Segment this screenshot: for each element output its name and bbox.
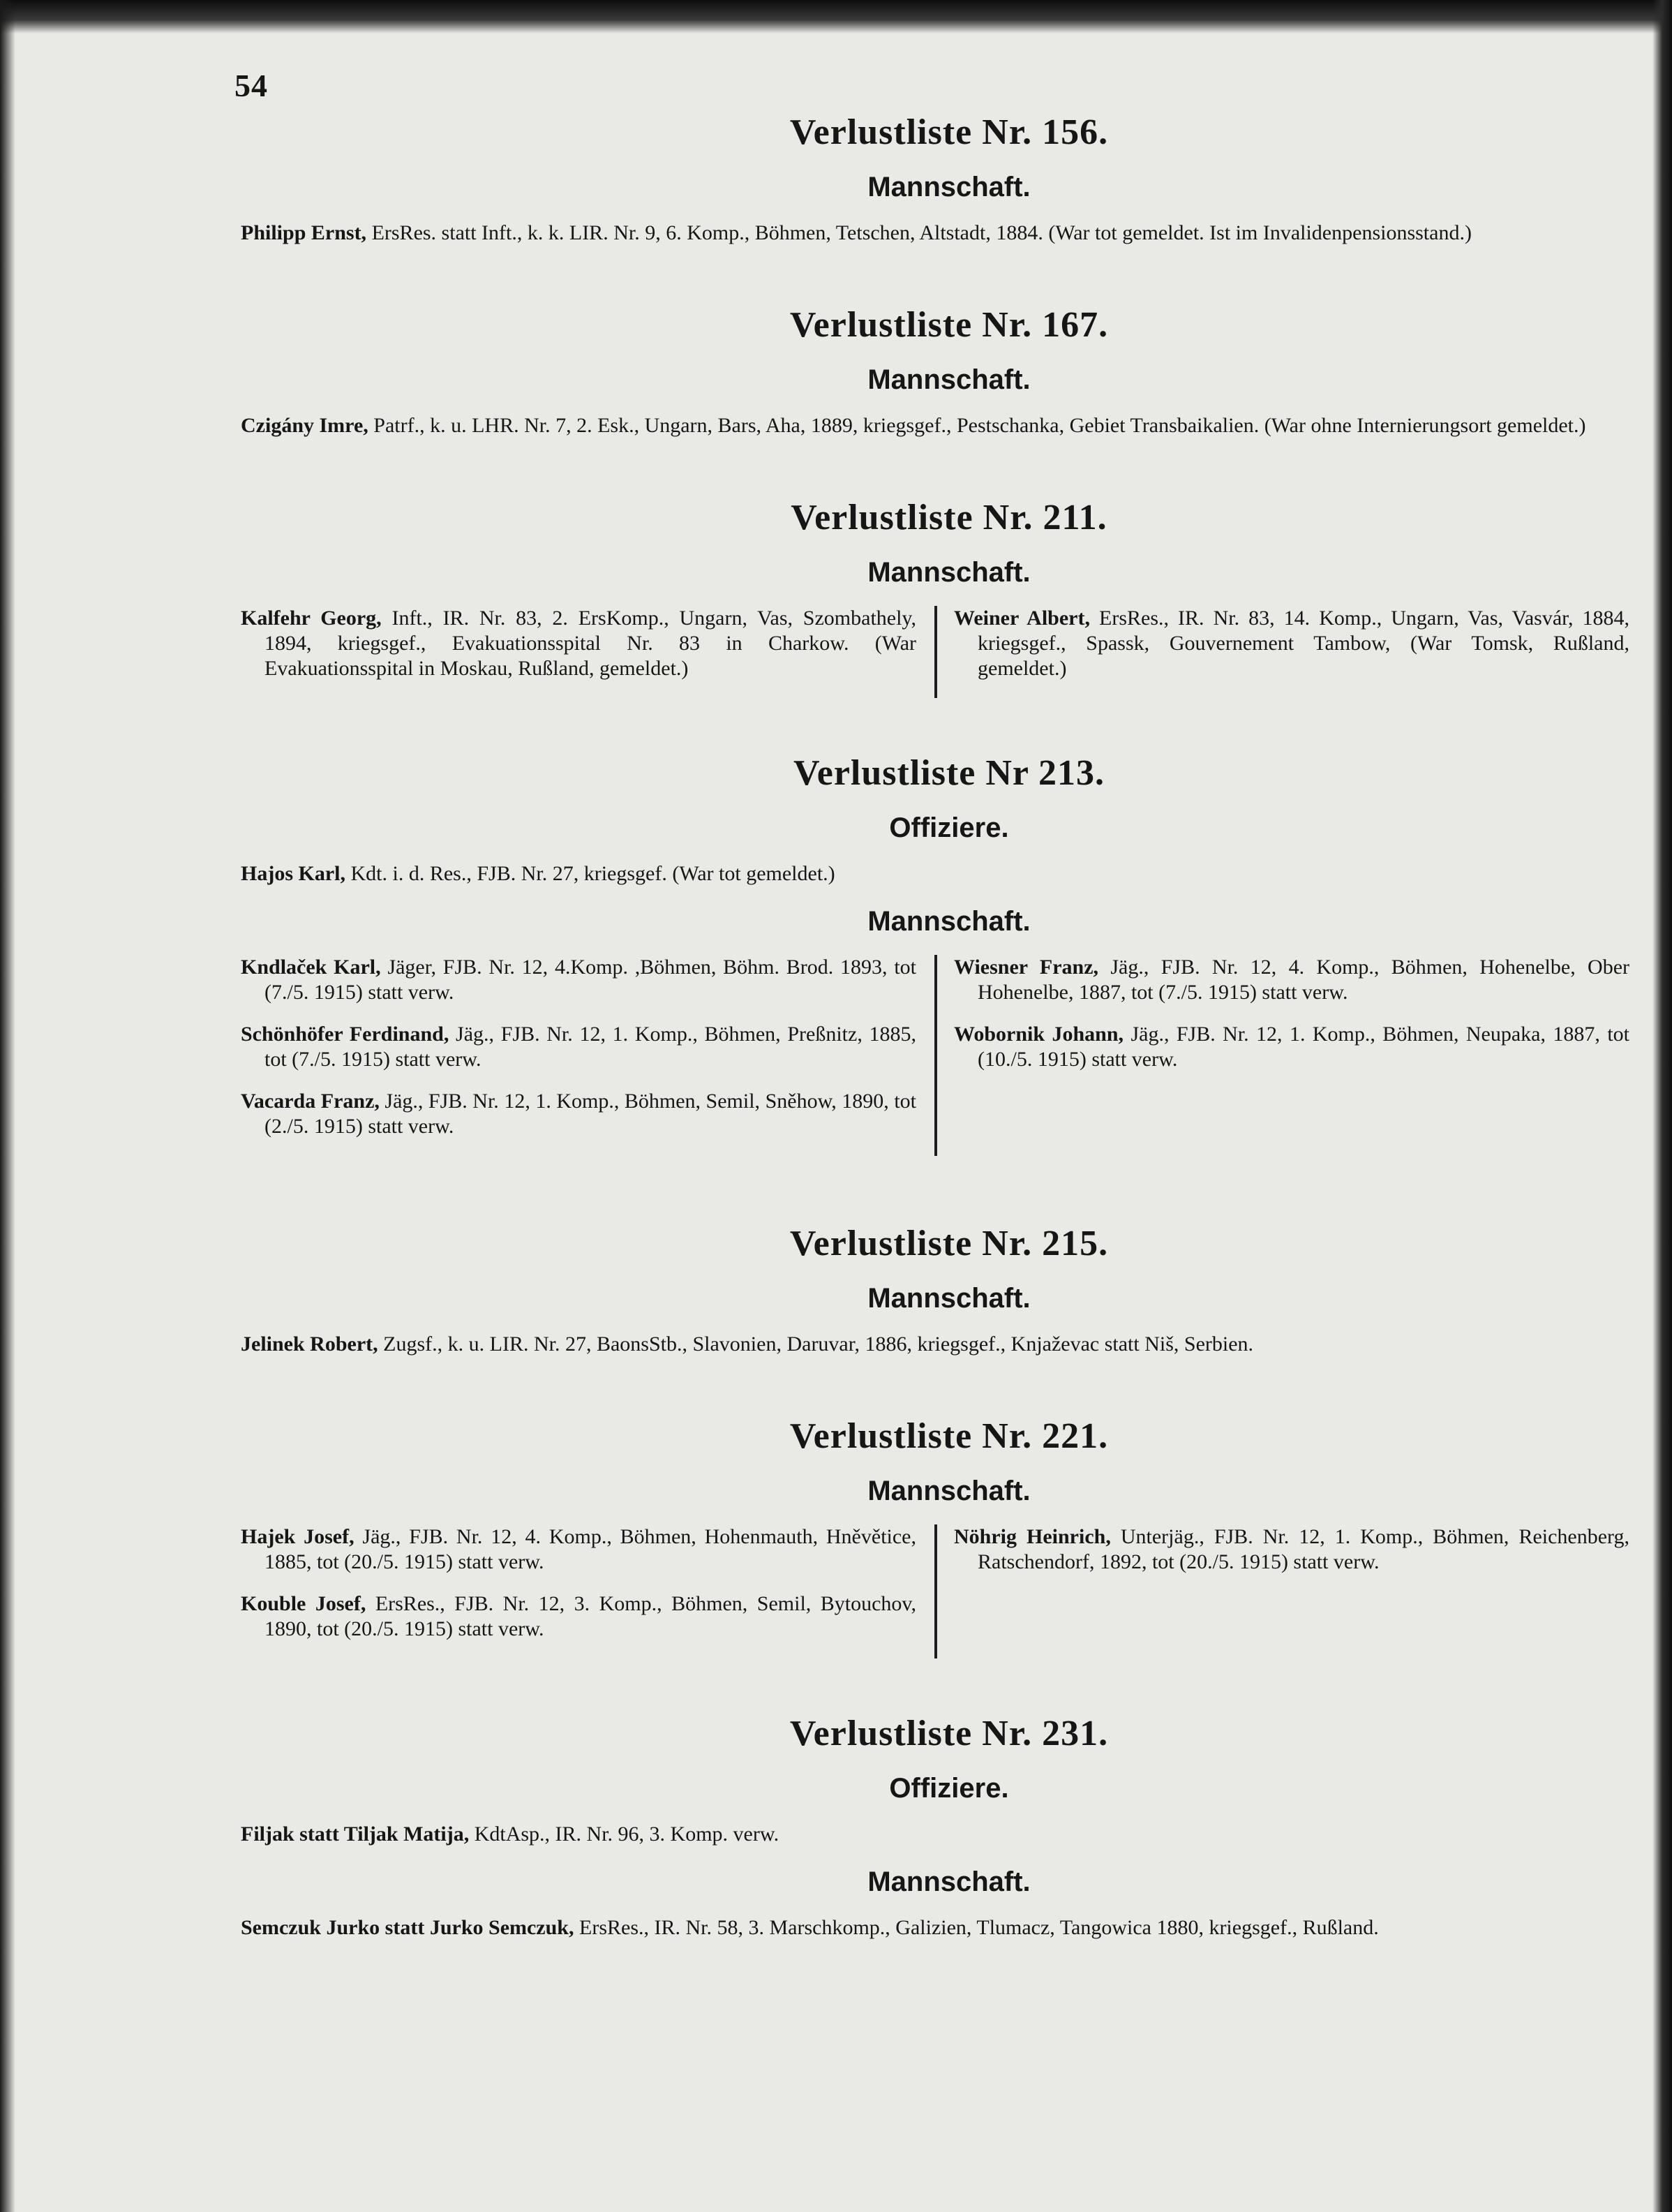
casualty-details: ErsRes., IR. Nr. 83, 14. Komp., Ungarn, Vas, Vasvár, 1884, kriegsgef., Spassk, Gouvernement Tambow, (War Tomsk, Rußland, gemeldet.): [978, 607, 1629, 680]
casualty-details: ErsRes., IR. Nr. 58, 3. Marschkomp., Galizien, Tlumacz, Tangowica 1880, kriegsgef., Rußland.: [574, 1916, 1379, 1939]
loss-list-title: Verlustliste Nr. 156.: [789, 112, 1109, 152]
category-heading: Mannschaft.: [867, 364, 1031, 395]
casualty-entry: [241, 1332, 1629, 1357]
casualty-details: Jäg., FJB. Nr. 12, 1. Komp., Böhmen, Semil, Sněhow, 1890, tot (2./5. 1915) statt verw.: [264, 1090, 916, 1138]
casualty-entry: [241, 1915, 1629, 1940]
left-column: [241, 606, 937, 698]
category-heading: Mannschaft.: [867, 172, 1031, 202]
category-heading: Mannschaft.: [867, 1476, 1031, 1506]
casualty-entry: [241, 1822, 1629, 1847]
casualty-entry: [241, 955, 916, 1005]
casualty-entry: [954, 1022, 1629, 1072]
casualty-name: Wiesner Franz,: [954, 956, 1099, 979]
casualty-entry: [241, 1591, 916, 1642]
casualty-details: ErsRes. statt Inft., k. k. LIR. Nr. 9, 6. Komp., Böhmen, Tetschen, Altstadt, 1884. (War tot gemeldet. Ist im Invalidenpensionsstand.): [366, 221, 1472, 244]
casualty-details: Jäg., FJB. Nr. 12, 1. Komp., Böhmen, Preßnitz, 1885, tot (7./5. 1915) statt verw.: [264, 1023, 916, 1071]
two-column-block: [241, 955, 1629, 1156]
right-column: [937, 1524, 1629, 1658]
casualty-name: Jelinek Robert,: [241, 1333, 378, 1356]
casualty-entry: [241, 606, 916, 681]
casualty-details: Jäger, FJB. Nr. 12, 4.Komp. ,Böhmen, Böhm. Brod. 1893, tot (7./5. 1915) statt verw.: [264, 956, 917, 1004]
section-spacer: [241, 1168, 1629, 1220]
loss-list-section: [241, 1413, 1629, 1658]
left-column: [241, 955, 937, 1156]
casualty-name: Semczuk Jurko statt Jurko Semczuk,: [241, 1916, 574, 1939]
casualty-details: Unterjäg., FJB. Nr. 12, 1. Komp., Böhmen, Reichenberg, Ratschendorf, 1892, tot (20./5. 1915) statt verw.: [978, 1525, 1629, 1573]
casualty-details: Patrf., k. u. LHR. Nr. 7, 2. Esk., Ungarn, Bars, Aha, 1889, kriegsgef., Pestschanka, Gebiet Transbaikalien. (War ohne Internierungsort gemeldet.): [368, 414, 1586, 437]
loss-list-section: [241, 1710, 1629, 1940]
casualty-details: Inft., IR. Nr. 83, 2. ErsKomp., Ungarn, Vas, Szombathely, 1894, kriegsgef., Evakuationsspital Nr. 83 in Charkow. (War Evakuationsspital in Moskau, Rußland, gemeldet.): [264, 607, 916, 680]
casualty-name: Vacarda Franz,: [241, 1090, 380, 1113]
casualty-name: Weiner Albert,: [954, 607, 1090, 630]
casualty-name: Hajos Karl,: [241, 862, 345, 885]
casualty-details: Jäg., FJB. Nr. 12, 4. Komp., Böhmen, Hohenelbe, Ober Hohenelbe, 1887, tot (7./5. 1915) statt verw.: [978, 956, 1630, 1004]
casualty-entry: [241, 221, 1629, 246]
casualty-entry: [241, 861, 1629, 886]
category-heading: Mannschaft.: [867, 906, 1031, 937]
casualty-name: Kalfehr Georg,: [241, 607, 382, 630]
casualty-name: Hajek Josef,: [241, 1525, 354, 1548]
document-body: [241, 109, 1629, 1957]
section-spacer: [241, 1671, 1629, 1710]
loss-list-section: [241, 494, 1629, 698]
loss-list-section: [241, 750, 1629, 1156]
casualty-details: KdtAsp., IR. Nr. 96, 3. Komp. verw.: [469, 1823, 779, 1846]
section-spacer: [241, 455, 1629, 494]
loss-list-section: [241, 302, 1629, 438]
casualty-name: Nöhrig Heinrich,: [954, 1525, 1111, 1548]
loss-list-title: Verlustliste Nr. 221.: [789, 1416, 1109, 1456]
casualty-entry: [954, 1524, 1629, 1575]
loss-list-title: Verlustliste Nr 213.: [793, 753, 1105, 793]
casualty-details: Zugsf., k. u. LIR. Nr. 27, BaonsStb., Slavonien, Daruvar, 1886, kriegsgef., Knjaževac statt Niš, Serbien.: [378, 1333, 1254, 1356]
casualty-entry: [241, 1089, 916, 1139]
section-spacer: [241, 1374, 1629, 1413]
casualty-name: Schönhöfer Ferdinand,: [241, 1023, 449, 1046]
category-heading: Offiziere.: [889, 1773, 1009, 1804]
casualty-name: Philipp Ernst,: [241, 221, 367, 244]
loss-list-title: Verlustliste Nr. 167.: [789, 305, 1109, 345]
right-column: [937, 955, 1629, 1156]
loss-list-title: Verlustliste Nr. 231.: [789, 1714, 1109, 1753]
casualty-entry: [241, 413, 1629, 438]
two-column-block: [241, 606, 1629, 698]
loss-list-section: [241, 1220, 1629, 1357]
two-column-block: [241, 1524, 1629, 1658]
right-column: [937, 606, 1629, 698]
casualty-details: ErsRes., FJB. Nr. 12, 3. Komp., Böhmen, Semil, Bytouchov, 1890, tot (20./5. 1915) statt verw.: [264, 1592, 916, 1640]
casualty-name: Czigány Imre,: [241, 414, 368, 437]
casualty-name: Kndlaček Karl,: [241, 956, 381, 979]
casualty-details: Kdt. i. d. Res., FJB. Nr. 27, kriegsgef. (War tot gemeldet.): [345, 862, 835, 885]
casualty-name: Wobornik Johann,: [954, 1023, 1124, 1046]
section-spacer: [241, 262, 1629, 302]
casualty-details: Jäg., FJB. Nr. 12, 1. Komp., Böhmen, Neupaka, 1887, tot (10./5. 1915) statt verw.: [978, 1023, 1629, 1071]
category-heading: Mannschaft.: [867, 1283, 1031, 1314]
casualty-name: Kouble Josef,: [241, 1592, 366, 1615]
casualty-entry: [241, 1524, 916, 1575]
casualty-name: Filjak statt Tiljak Matija,: [241, 1823, 470, 1846]
category-heading: Mannschaft.: [867, 557, 1031, 588]
casualty-entry: [954, 606, 1629, 681]
category-heading: Mannschaft.: [867, 1866, 1031, 1897]
loss-list-title: Verlustliste Nr. 215.: [789, 1224, 1109, 1263]
section-spacer: [241, 711, 1629, 750]
left-column: [241, 1524, 937, 1658]
page-number: 54: [234, 68, 268, 103]
casualty-entry: [241, 1022, 916, 1072]
casualty-details: Jäg., FJB. Nr. 12, 4. Komp., Böhmen, Hohenmauth, Hněvětice, 1885, tot (20./5. 1915) statt verw.: [264, 1525, 916, 1573]
loss-list-title: Verlustliste Nr. 211.: [791, 498, 1107, 537]
casualty-entry: [954, 955, 1629, 1005]
category-heading: Offiziere.: [889, 812, 1009, 843]
loss-list-section: [241, 109, 1629, 246]
